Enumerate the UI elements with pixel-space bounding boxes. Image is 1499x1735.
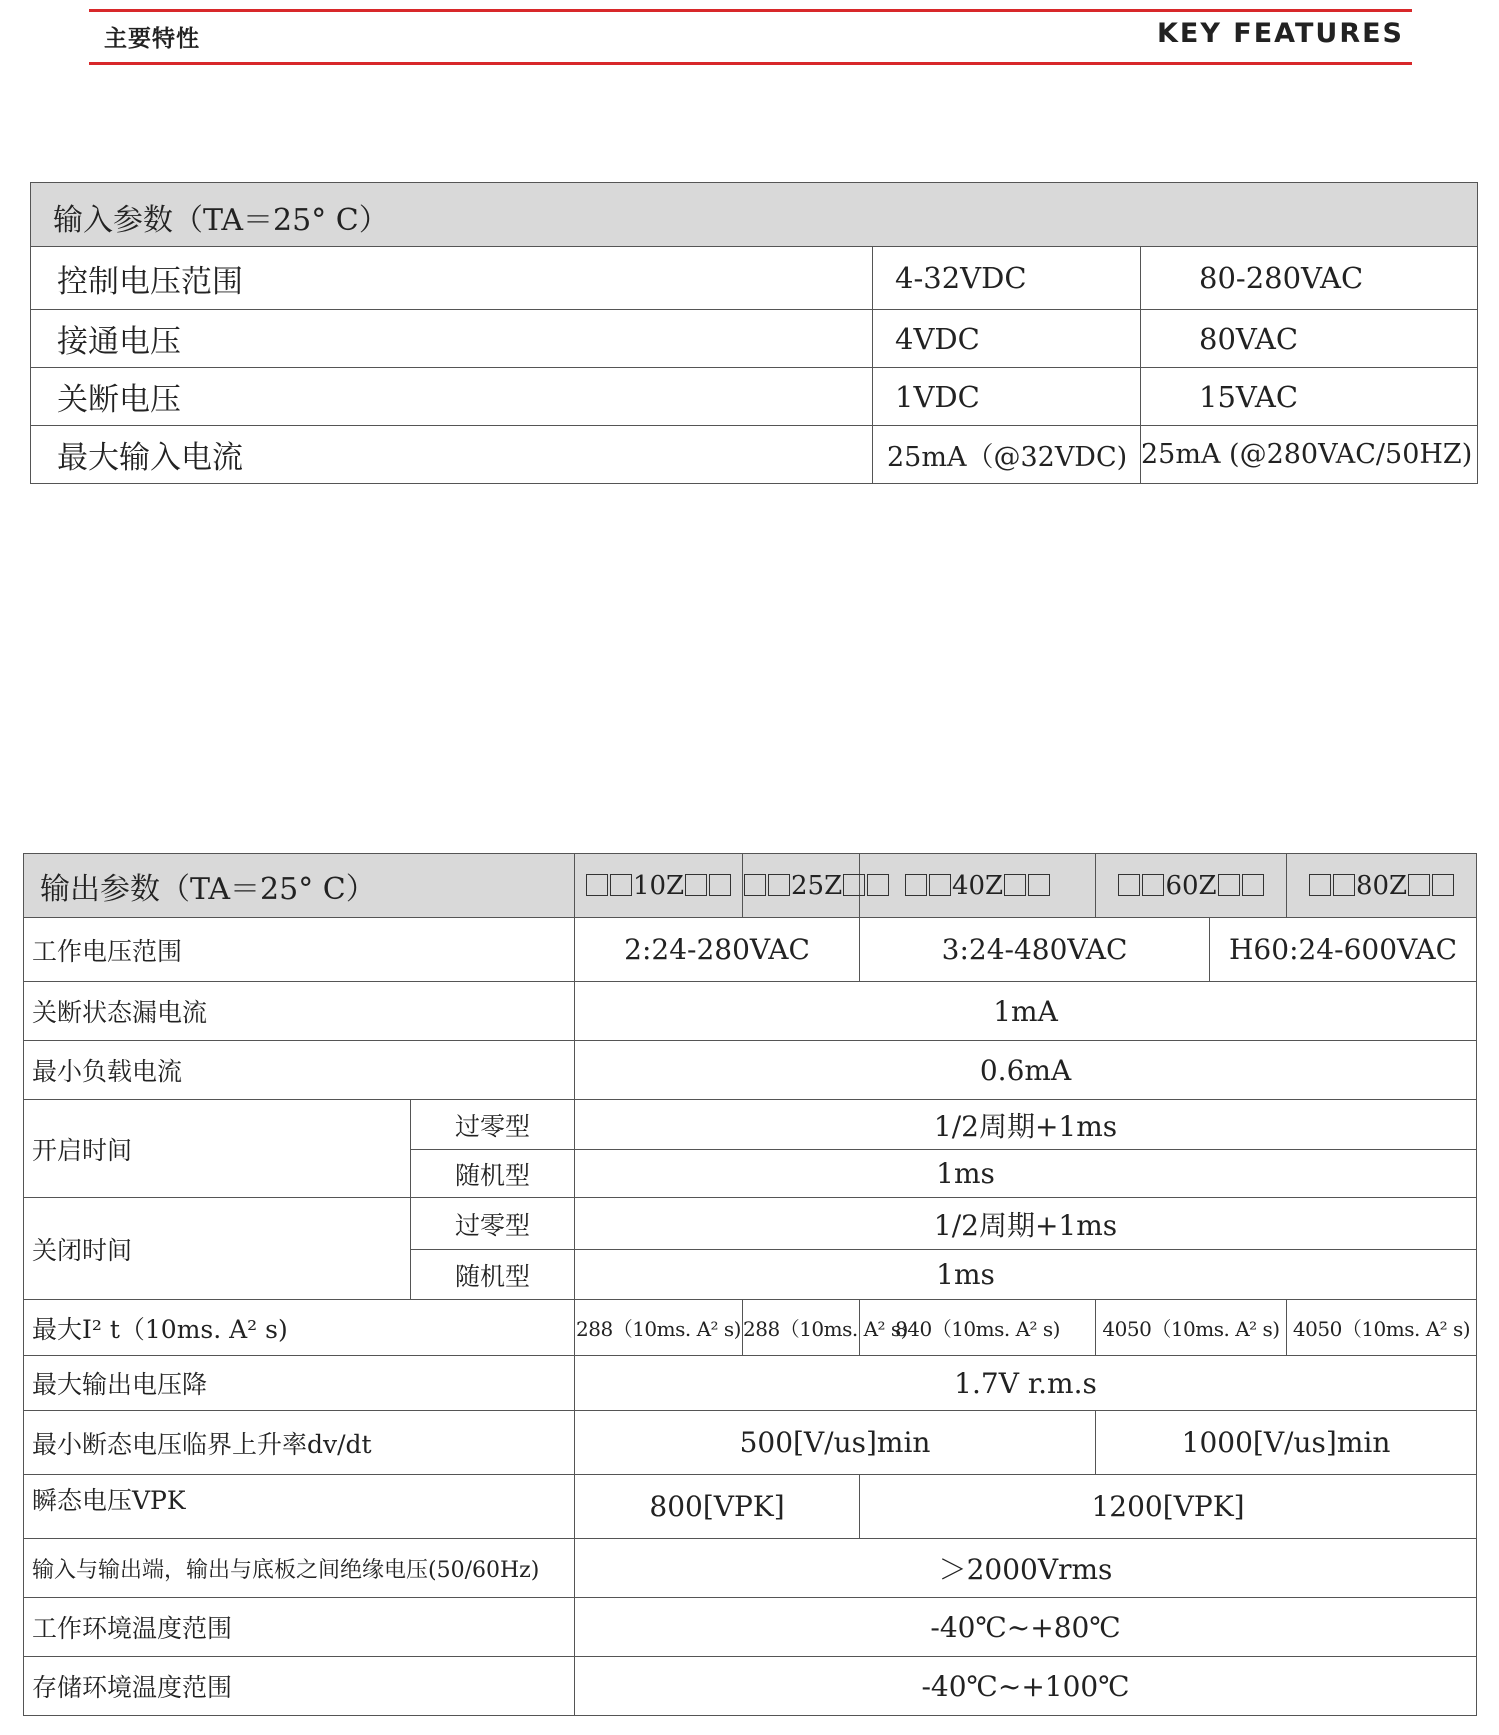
table-row [24,1041,1477,1100]
cell-value: 1/2周期+1ms [575,1100,1477,1150]
model-header [1287,854,1477,918]
row-label: 最小负载电流 [24,1041,575,1100]
cell-value: 288（10ms. A² s) [743,1300,860,1356]
cell-value: 1000[V/us]min [1096,1411,1477,1475]
model-header [743,854,860,918]
cell-value: 1ms [575,1250,1477,1300]
table-row [24,1100,1477,1150]
row-label: 接通电压 [31,310,873,368]
cell-value: 1ms [575,1150,1477,1198]
cell-value: 288（10ms. A² s) [575,1300,743,1356]
header-top-rule [89,9,1412,12]
dc-value: 4-32VDC [873,247,1141,310]
cell-value: 800[VPK] [575,1475,860,1539]
cell-value: 840（10ms. A² s) [860,1300,1096,1356]
table-row [24,1198,1477,1250]
cell-value: 1mA [575,982,1477,1041]
model-header [1096,854,1287,918]
header-bottom-rule [89,62,1412,65]
table-row [24,1539,1477,1598]
table-header-row [31,183,1478,247]
table-row [24,1300,1477,1356]
table-row [24,918,1477,982]
model-header [575,854,743,918]
cell-value: -40℃~+100℃ [575,1657,1477,1716]
row-label: 最大I² t（10ms. A² s) [24,1300,575,1356]
model-code: 80Z [1355,870,1408,901]
cell-value: 500[V/us]min [575,1411,1096,1475]
sub-label: 过零型 [411,1100,575,1150]
table-row [31,426,1478,484]
model-code: 40Z [951,870,1004,901]
row-label: 最大输出电压降 [24,1356,575,1411]
table-row [31,310,1478,368]
output-table-title: 输出参数（TA＝25° C） [24,854,575,918]
sub-label: 随机型 [411,1250,575,1300]
cell-value: 0.6mA [575,1041,1477,1100]
output-parameters-table [23,853,1477,1716]
row-label: 最大输入电流 [31,426,873,484]
cell-value: 4050（10ms. A² s) [1096,1300,1287,1356]
row-label: 瞬态电压VPK [24,1475,575,1539]
sub-label: 随机型 [411,1150,575,1198]
dc-value: 4VDC [873,310,1141,368]
cell-value: -40℃~+80℃ [575,1598,1477,1657]
model-code: 10Z [632,870,685,901]
table-row [31,247,1478,310]
input-table-title: 输入参数（TA＝25° C） [31,183,1478,247]
table-row [24,982,1477,1041]
row-label: 关断电压 [31,368,873,426]
model-code: 25Z [791,870,843,901]
cell-value: 1.7V r.m.s [575,1356,1477,1411]
table-row [24,1411,1477,1475]
ac-value: 15VAC [1141,368,1478,426]
row-label: 关断状态漏电流 [24,982,575,1041]
table-header-row [24,854,1477,918]
cell-value: 1200[VPK] [860,1475,1477,1539]
input-parameters-table [30,182,1478,484]
table-row [24,1598,1477,1657]
model-header [860,854,1096,918]
header-title-cn: 主要特性 [104,26,200,52]
row-label: 存储环境温度范围 [24,1657,575,1716]
table-row [24,1657,1477,1716]
ac-value: 80VAC [1141,310,1478,368]
row-label: 工作电压范围 [24,918,575,982]
sub-label: 过零型 [411,1198,575,1250]
cell-value: 4050（10ms. A² s) [1287,1300,1477,1356]
dc-value: 25mA（@32VDC) [873,426,1141,484]
model-code: 60Z [1165,870,1217,901]
header-title-en: KEY FEATURES [1156,18,1404,49]
cell-value: 3:24-480VAC [860,918,1210,982]
dc-value: 1VDC [873,368,1141,426]
cell-value: 2:24-280VAC [575,918,860,982]
row-label: 开启时间 [24,1100,411,1198]
table-row [31,368,1478,426]
row-label: 最小断态电压临界上升率dv/dt [24,1411,575,1475]
table-row [24,1356,1477,1411]
cell-value: H60:24-600VAC [1210,918,1477,982]
ac-value: 25mA (@280VAC/50HZ) [1141,426,1478,484]
cell-value: 1/2周期+1ms [575,1198,1477,1250]
row-label: 关闭时间 [24,1198,411,1300]
table-row [24,1475,1477,1539]
cell-value: ＞2000Vrms [575,1539,1477,1598]
row-label: 控制电压范围 [31,247,873,310]
row-label: 输入与输出端，输出与底板之间绝缘电压(50/60Hz) [24,1539,575,1598]
row-label: 工作环境温度范围 [24,1598,575,1657]
ac-value: 80-280VAC [1141,247,1478,310]
